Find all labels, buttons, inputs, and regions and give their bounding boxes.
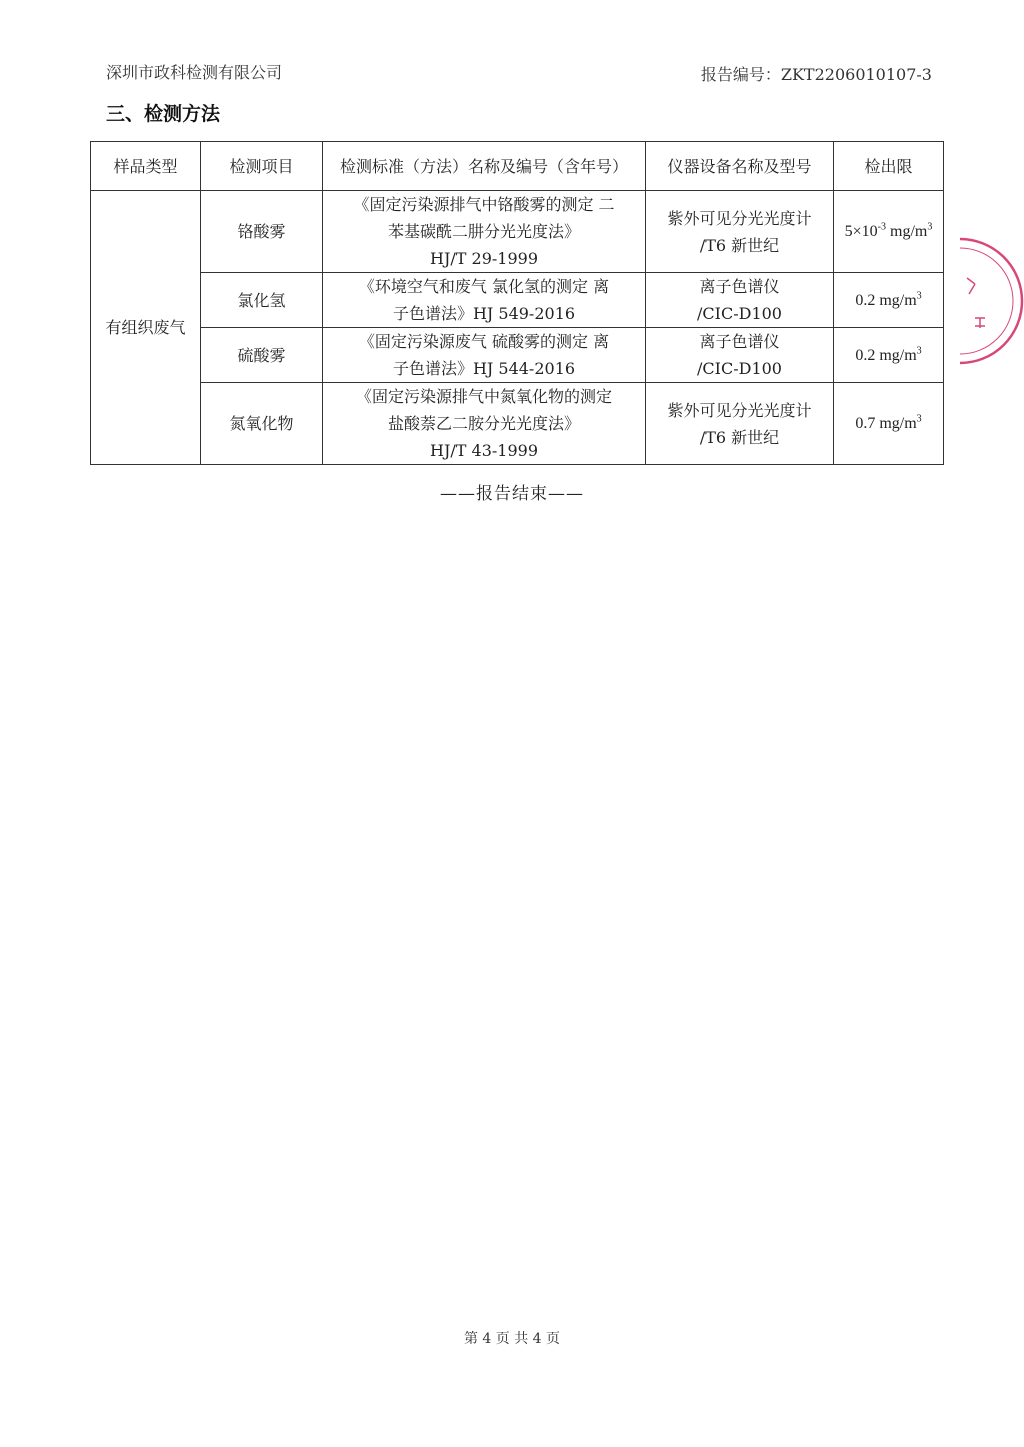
table-row <box>91 383 944 465</box>
instrument-line: /CIC-D100 <box>697 304 782 323</box>
standard-line: 盐酸萘乙二胺分光光度法》 <box>387 414 580 433</box>
standard-line: 子色谱法》HJ 549-2016 <box>392 304 576 323</box>
table-header-row <box>91 142 944 191</box>
header-detection-limit: 检出限 <box>834 142 944 191</box>
instrument-line: /T6 新世纪 <box>699 235 780 255</box>
report-end-mark: ——报告结束—— <box>440 484 584 504</box>
standard-line: HJ/T 29-1999 <box>430 249 538 268</box>
limit-unit-exponent: 3 <box>916 413 922 425</box>
limit-unit-exponent: 3 <box>916 345 922 357</box>
header-standard: 检测标准（方法）名称及编号（含年号） <box>323 142 646 191</box>
standard-cell <box>323 191 646 273</box>
standard-cell <box>323 383 646 465</box>
seal-stamp-partial <box>955 236 1024 366</box>
table-row <box>91 328 944 383</box>
limit-unit-exponent: 3 <box>927 221 933 233</box>
instrument-cell <box>646 328 834 383</box>
instrument-cell <box>646 273 834 328</box>
instrument-cell <box>646 191 834 273</box>
header-sample-type: 样品类型 <box>91 142 201 191</box>
limit-unit: mg/m <box>886 223 928 240</box>
seal-stamp-mark <box>967 278 985 328</box>
table-row <box>91 273 944 328</box>
detection-limit-cell <box>834 328 944 383</box>
section-title: 三、检测方法 <box>106 103 221 125</box>
test-item-cell: 硫酸雾 <box>201 328 323 383</box>
instrument-line: 离子色谱仪 <box>699 332 780 351</box>
instrument-line: 紫外可见分光光度计 <box>667 400 812 420</box>
limit-exponent: -3 <box>877 221 887 233</box>
detection-limit-cell <box>834 383 944 465</box>
instrument-line: /T6 新世纪 <box>699 427 780 447</box>
standard-line: HJ/T 43-1999 <box>430 441 538 460</box>
instrument-line: 紫外可见分光光度计 <box>667 208 812 228</box>
standard-line: 苯基碳酰二肼分光光度法》 <box>387 222 580 241</box>
instrument-cell <box>646 383 834 465</box>
test-item-cell: 铬酸雾 <box>201 191 323 273</box>
header-instrument: 仪器设备名称及型号 <box>646 142 834 191</box>
limit-value: 0.2 mg/m <box>855 346 917 364</box>
standard-cell <box>323 328 646 383</box>
standard-line: 《固定污染源排气中铬酸雾的测定 二 <box>353 195 615 214</box>
standard-line: 《固定污染源废气 硫酸雾的测定 离 <box>358 332 610 351</box>
test-item-cell: 氯化氢 <box>201 273 323 328</box>
limit-value: 0.7 mg/m <box>855 415 917 432</box>
standard-cell <box>323 273 646 328</box>
instrument-line: /CIC-D100 <box>697 359 782 378</box>
limit-value: 0.2 mg/m <box>855 291 917 309</box>
standard-line: 《环境空气和废气 氯化氢的测定 离 <box>358 277 610 296</box>
report-number: 报告编号：ZKT2206010107-3 <box>700 65 932 84</box>
table-row <box>91 191 944 273</box>
page-number: 第 4 页 共 4 页 <box>463 1331 561 1347</box>
seal-stamp-arc-inner <box>960 248 1013 354</box>
methods-table <box>90 141 944 465</box>
standard-line: 《固定污染源排气中氮氧化物的测定 <box>355 387 612 406</box>
header-test-item: 检测项目 <box>201 142 323 191</box>
company-name: 深圳市政科检测有限公司 <box>106 63 283 82</box>
limit-value: 5×10 <box>844 223 878 240</box>
sample-type-cell: 有组织废气 <box>91 191 201 465</box>
standard-line: 子色谱法》HJ 544-2016 <box>392 359 576 378</box>
test-item-cell: 氮氧化物 <box>201 383 323 465</box>
instrument-line: 离子色谱仪 <box>699 277 780 296</box>
limit-unit-exponent: 3 <box>916 290 922 302</box>
detection-limit-cell <box>834 273 944 328</box>
detection-limit-cell <box>834 191 944 273</box>
